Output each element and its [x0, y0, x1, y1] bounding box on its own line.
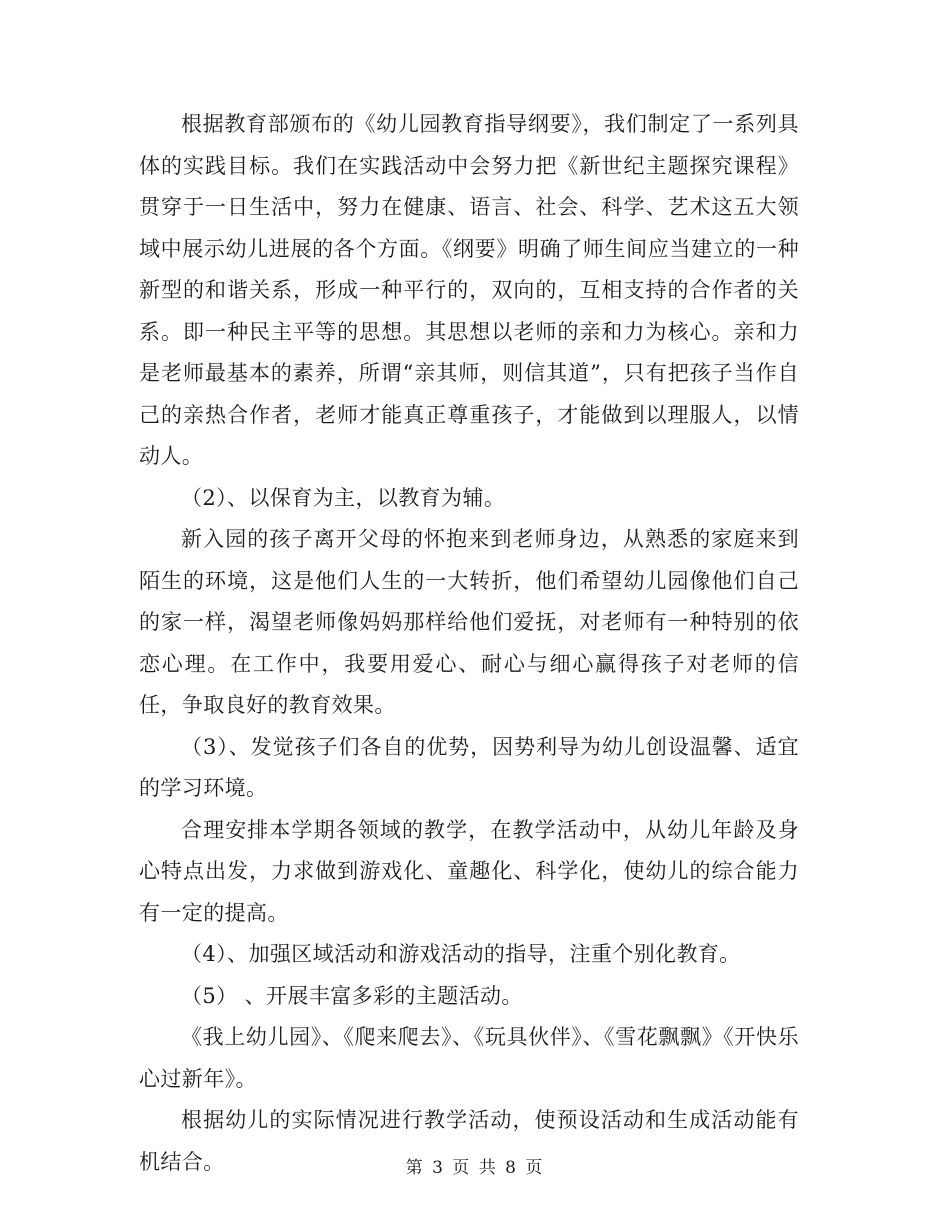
document-body [139, 104, 799, 1183]
paragraph-guidelines: 根据教育部颁布的《幼儿园教育指导纲要》，我们制定了一系列具体的实践目标。我们在实践活动中会努力把《新世纪主题探究课程》贯穿于一日生活中，努力在健康、语言、社会、科学、艺术这五大领域中展示幼儿进展的各个方面。《纲要》明确了师生间应当建立的一种新型的和谐关系，形成一种平行的，双向的，互相支持的合作者的关系。即一种民主平等的思想。其思想以老师的亲和力为核心。亲和力是老师最基本的素养，所谓“亲其师，则信其道”，只有把孩子当作自己的亲热合作者，老师才能真正尊重孩子，才能做到以理服人，以情动人。 [139, 112, 799, 468]
paragraph-new-children: 新入园的孩子离开父母的怀抱来到老师身边，从熟悉的家庭来到陌生的环境，这是他们人生的一大转折，他们希望幼儿园像他们自己的家一样，渴望老师像妈妈那样给他们爱抚，对老师有一种特别的依恋心理。在工作中，我要用爱心、耐心与细心赢得孩子对老师的信任，争取良好的教育效果。 [139, 527, 799, 717]
paragraph-theme-list: 《我上幼儿园》、《爬来爬去》、《玩具伙伴》、《雪花飘飘》《开快乐心过新年》。 [139, 1025, 799, 1091]
paragraph-teaching-plan: 合理安排本学期各领域的教学，在教学活动中，从幼儿年龄及身心特点出发，力求做到游戏化、童趣化、科学化，使幼儿的综合能力有一定的提高。 [139, 817, 799, 925]
heading-item-4: （4）、加强区域活动和游戏活动的指导，注重个别化教育。 [181, 942, 741, 966]
heading-item-3: （3）、发觉孩子们各自的优势，因势利导为幼儿创设温馨、适宜的学习环境。 [139, 734, 799, 800]
heading-item-2: （2）、以保育为主，以教育为辅。 [181, 485, 506, 510]
heading-item-5: （5） 、开展丰富多彩的主题活动。 [181, 983, 523, 1008]
paragraph-teaching-activities: 根据幼儿的实际情况进行教学活动，使预设活动和生成活动能有机结合。 [139, 1108, 799, 1174]
page-number-footer: 第 3 页 共 8 页 [405, 1158, 545, 1178]
